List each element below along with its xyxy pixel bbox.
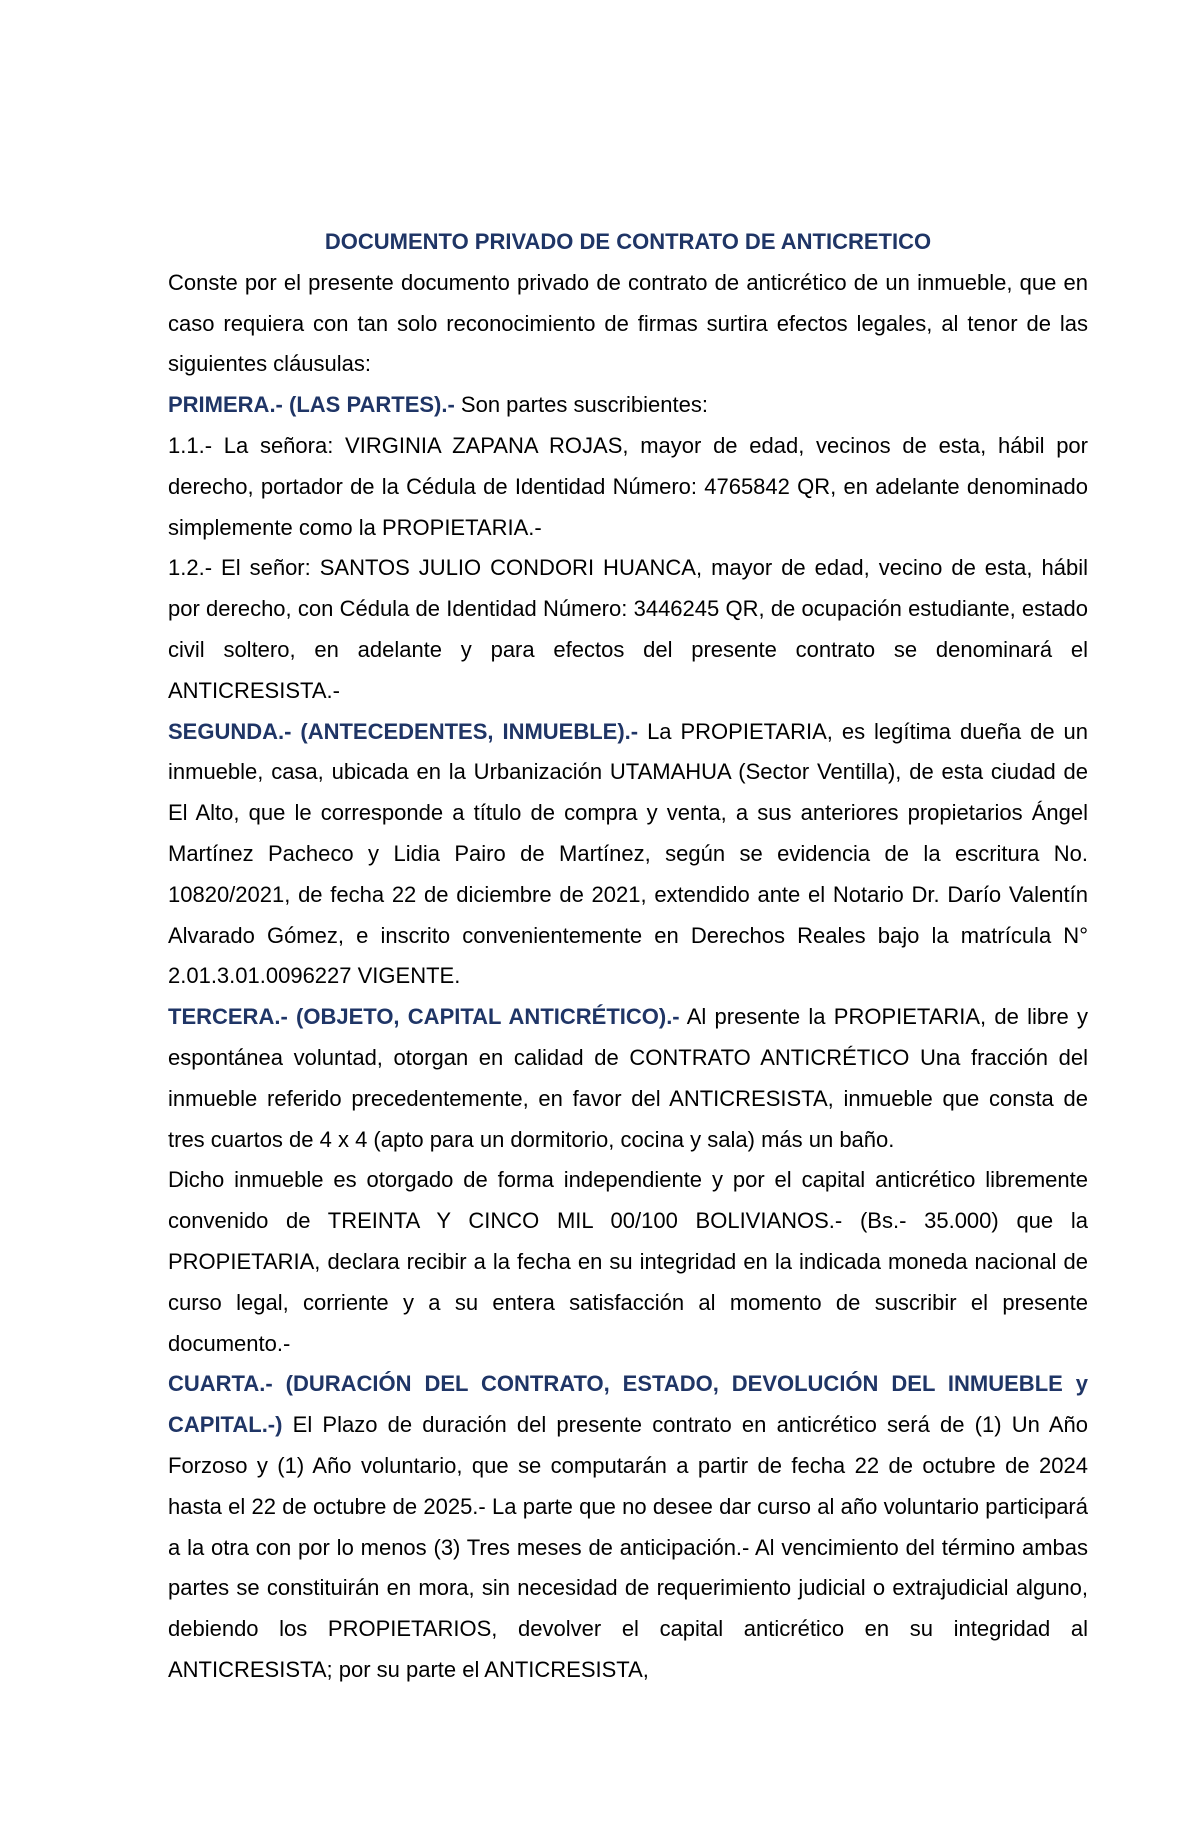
clause-cuarta (168, 1364, 1088, 1690)
clause-segunda (168, 712, 1088, 998)
party-1-2-paragraph: 1.2.- El señor: SANTOS JULIO CONDORI HUANCA, mayor de edad, vecino de esta, hábil por derecho, con Cédula de Identidad Número: 3446245 QR, de ocupación estudiante, estado civil soltero, en adelante y para efectos del presente contrato se denominará el ANTICRESISTA.- (168, 555, 1088, 703)
clause-tercera-heading: TERCERA.- (OBJETO, CAPITAL ANTICRÉTICO).- (168, 1004, 680, 1030)
clause-primera (168, 385, 1088, 426)
party-1-1-paragraph: 1.1.- La señora: VIRGINIA ZAPANA ROJAS, mayor de edad, vecinos de esta, hábil por derecho, portador de la Cédula de Identidad Número: 4765842 QR, en adelante denominado simplemente como la PROPIETARIA.- (168, 432, 1088, 540)
clause-cuarta-text: El Plazo de duración del presente contrato en anticrético será de (1) Un Año Forzoso y (1) Año voluntario, que se computarán a partir de fecha 22 de octubre de 2024 hasta el 22 de octubre de 2025.- La parte que no desee dar curso al año voluntario participará a la otra con por lo menos (3) Tres meses de anticipación.- Al vencimiento del término ambas partes se constituirán en mora, sin necesidad de requerimiento judicial o extrajudicial alguno, debiendo los PROPIETARIOS, devolver el capital anticrético en su integridad al ANTICRESISTA; por su parte el ANTICRESISTA, (168, 1412, 1088, 1682)
document-page (168, 222, 1088, 1691)
capital-paragraph: Dicho inmueble es otorgado de forma independiente y por el capital anticrético libremente convenido de TREINTA Y CINCO MIL 00/100 BOLIVIANOS.- (Bs.- 35.000) que la PROPIETARIA, declara recibir a la fecha en su integridad en la indicada moneda nacional de curso legal, corriente y a su entera satisfacción al momento de suscribir el presente documento.- (168, 1167, 1088, 1356)
clause-segunda-text: La PROPIETARIA, es legítima dueña de un inmueble, casa, ubicada en la Urbanización UTAMAHUA (Sector Ventilla), de esta ciudad de El Alto, que le corresponde a título de compra y venta, a sus anteriores propietarios Ángel Martínez Pacheco y Lidia Pairo de Martínez, según se evidencia de la escritura No. 10820/2021, de fecha 22 de diciembre de 2021, extendido ante el Notario Dr. Darío Valentín Alvarado Gómez, e inscrito convenientemente en Derechos Reales bajo la matrícula N° 2.01.3.01.0096227 VIGENTE. (168, 718, 1089, 989)
clause-primera-text: Son partes suscribientes: (454, 392, 708, 418)
intro-paragraph: Conste por el presente documento privado de contrato de anticrético de un inmueble, que en caso requiera con tan solo reconocimiento de firmas surtira efectos legales, al tenor de las siguientes cláusulas: (168, 269, 1088, 377)
clause-cuarta-heading: CUARTA.- (DURACIÓN DEL CONTRATO, ESTADO, DEVOLUCIÓN DEL INMUEBLE y CAPITAL.-) (168, 1371, 1088, 1438)
clause-segunda-heading: SEGUNDA.- (ANTECEDENTES, INMUEBLE).- (168, 718, 639, 744)
document-title: DOCUMENTO PRIVADO DE CONTRATO DE ANTICRETICO (324, 229, 932, 254)
clause-tercera-text: Al presente la PROPIETARIA, de libre y espontánea voluntad, otorgan en calidad de CONTRATO ANTICRÉTICO Una fracción del inmueble referido precedentemente, en favor del ANTICRESISTA, inmueble que consta de tres cuartos de 4 x 4 (apto para un dormitorio, cocina y sala) más un baño. (168, 1004, 1088, 1152)
clause-primera-heading: PRIMERA.- (LAS PARTES).- (168, 392, 455, 418)
clause-tercera (168, 997, 1088, 1160)
